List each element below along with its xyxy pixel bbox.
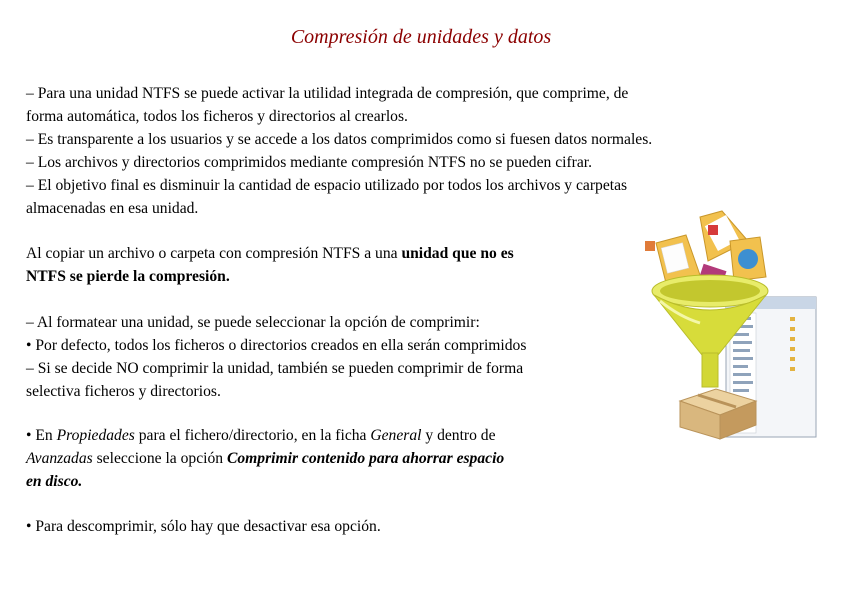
format-line: – Al formatear una unidad, se puede seleccionar la opción de comprimir: <box>26 314 480 331</box>
properties-line-2 <box>26 447 504 470</box>
properties-paragraph <box>26 424 504 493</box>
copy-note-emphasis: unidad que no es <box>401 245 514 262</box>
intro-line: forma automática, todos los ficheros y directorios al crearlos. <box>26 108 408 125</box>
format-line: selectiva ficheros y directorios. <box>26 383 221 400</box>
intro-line: – Los archivos y directorios comprimidos mediante compresión NTFS no se pueden cifrar. <box>26 154 593 171</box>
avanzadas-term: Avanzadas <box>26 450 93 467</box>
intro-line: – Es transparente a los usuarios y se accede a los datos comprimidos como si fuesen datos normales. <box>26 131 653 148</box>
format-paragraph <box>26 311 526 403</box>
properties-text: para el fichero/directorio, en la ficha <box>134 427 371 444</box>
format-line: – Si se decide NO comprimir la unidad, también se pueden comprimir de forma <box>26 360 524 377</box>
intro-paragraph <box>26 82 652 220</box>
general-tab-term: General <box>370 427 422 444</box>
intro-line: – Para una unidad NTFS se puede activar la utilidad integrada de compresión, que comprime, de <box>26 85 629 102</box>
properties-text: y dentro de <box>421 427 496 444</box>
copy-note-line-2: NTFS se pierde la compresión. <box>26 268 230 285</box>
slide-title: Compresión de unidades y datos <box>290 26 552 48</box>
copy-note-text: Al copiar un archivo o carpeta con compresión NTFS a una <box>26 245 402 262</box>
format-line: • Por defecto, todos los ficheros o directorios creados en ella serán comprimidos <box>26 337 527 354</box>
intro-line: – El objetivo final es disminuir la cantidad de espacio utilizado por todos los archivos y carpetas <box>26 177 628 194</box>
properties-line-1 <box>26 424 504 447</box>
copy-note-line-1 <box>26 242 514 265</box>
decompress-line: • Para descomprimir, sólo hay que desactivar esa opción. <box>26 518 381 535</box>
compress-option-text: Comprimir contenido para ahorrar espacio <box>226 450 505 467</box>
copy-note-paragraph <box>26 242 514 288</box>
properties-line-3: en disco. <box>26 473 83 490</box>
properties-text: seleccione la opción <box>92 450 227 467</box>
compression-illustration <box>640 205 818 440</box>
decompress-paragraph <box>26 515 381 538</box>
propiedades-term: Propiedades <box>56 427 135 444</box>
bullet-text: • En <box>26 427 57 444</box>
folder-icon <box>730 237 766 281</box>
intro-line: almacenadas en esa unidad. <box>26 200 199 217</box>
